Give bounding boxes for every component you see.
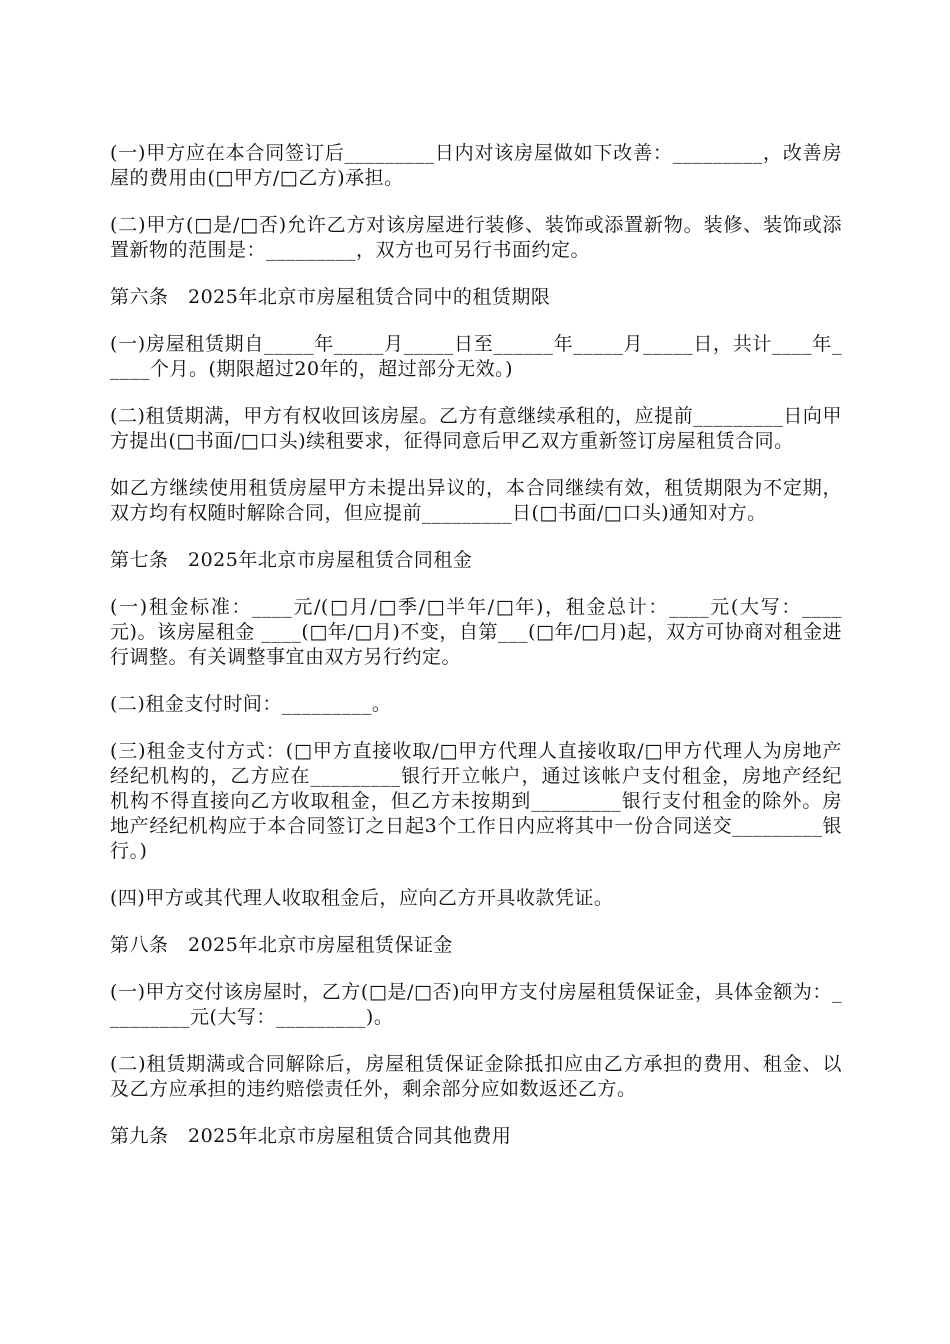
paragraph-decoration-permission: (二)甲方(□是/□否)允许乙方对该房屋进行装修、装饰或添置新物。装修、装饰或添置新物的范围是：_________，双方也可另行书面约定。 [110, 214, 842, 261]
paragraph-rent-payment-method: (三)租金支付方式：(□甲方直接收取/□甲方代理人直接收取/□甲方代理人为房地产经纪机构的，乙方应在_________银行开立帐户，通过该帐户支付租金，房地产经纪机构不得直接向乙方收取租金，但乙方未按期到_________银行支付租金的除外。房地产经纪机构应于本合同签订之日起3个工作日内应将其中一份合同送交_________银行。) [110, 740, 842, 862]
section-heading-article-8: 第八条 2025年北京市房屋租赁保证金 [110, 934, 453, 956]
paragraph-indefinite-lease: 如乙方继续使用租赁房屋甲方未提出异议的，本合同继续有效，租赁期限为不定期，双方均有权随时解除合同，但应提前_________日(□书面/□口头)通知对方。 [110, 477, 842, 524]
paragraph-deposit-payment: (一)甲方交付该房屋时，乙方(□是/□否)向甲方支付房屋租赁保证金，具体金额为：_________元(大写：_________)。 [110, 981, 842, 1028]
section-heading-article-6: 第六条 2025年北京市房屋租赁合同中的租赁期限 [110, 286, 551, 308]
paragraph-lease-period: (一)房屋租赁期自_____年_____月_____日至______年_____月_____日，共计____年_____个月。(期限超过20年的，超过部分无效。) [110, 333, 842, 380]
paragraph-improvement-terms: (一)甲方应在本合同签订后_________日内对该房屋做如下改善：_________，改善房屋的费用由(□甲方/□乙方)承担。 [110, 142, 842, 189]
paragraph-rent-payment-time: (二)租金支付时间：_________。 [110, 693, 392, 715]
section-heading-article-9: 第九条 2025年北京市房屋租赁合同其他费用 [110, 1125, 512, 1147]
paragraph-rent-receipt: (四)甲方或其代理人收取租金后，应向乙方开具收款凭证。 [110, 887, 614, 909]
contract-body [110, 141, 842, 1149]
paragraph-deposit-return: (二)租赁期满或合同解除后，房屋租赁保证金除抵扣应由乙方承担的费用、租金、以及乙方应承担的违约赔偿责任外，剩余部分应如数返还乙方。 [110, 1053, 842, 1100]
section-heading-article-7: 第七条 2025年北京市房屋租赁合同租金 [110, 549, 473, 571]
paragraph-lease-renewal: (二)租赁期满，甲方有权收回该房屋。乙方有意继续承租的，应提前_________日向甲方提出(□书面/□口头)续租要求，征得同意后甲乙双方重新签订房屋租赁合同。 [110, 405, 842, 452]
paragraph-rent-standard: (一)租金标准：____元/(□月/□季/□半年/□年)，租金总计：____元(大写：____元)。该房屋租金 ____(□年/□月)不变，自第___(□年/□月)起，双方可协商对租金进行调整。有关调整事宜由双方另行约定。 [110, 596, 842, 668]
